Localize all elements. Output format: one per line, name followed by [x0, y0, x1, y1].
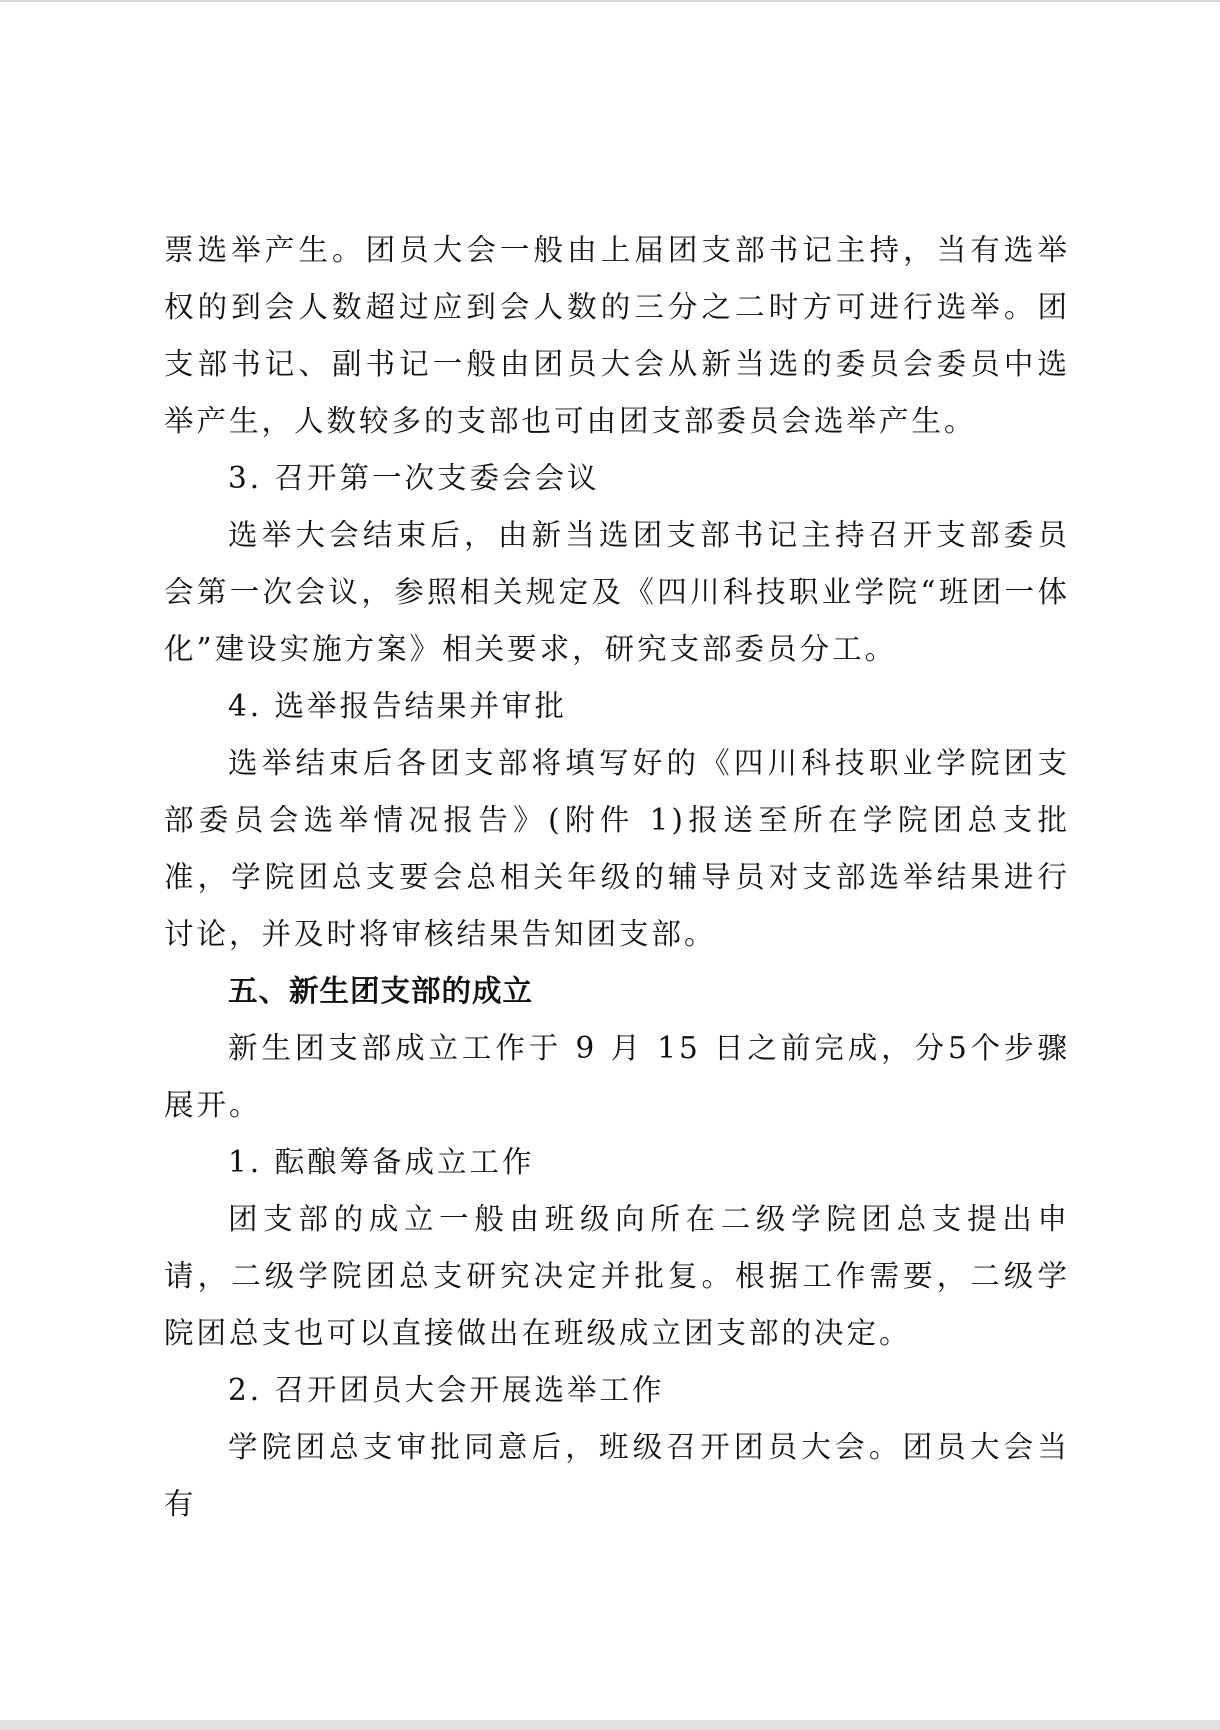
- paragraph-election-continuation: 票选举产生。团员大会一般由上届团支部书记主持，当有选举权的到会人数超过应到会人数的三分之二时方可进行选举。团支部书记、副书记一般由团员大会从新当选的委员会委员中选举产生，人数较多的支部也可由团支部委员会选举产生。: [164, 233, 1070, 438]
- bottom-page-edge: [0, 1720, 1220, 1730]
- top-page-edge: [0, 0, 1220, 2]
- section-heading-new-branch: 五、新生团支部的成立: [228, 974, 534, 1008]
- paragraph-new-branch-intro: 新生团支部成立工作于 9 月 15 日之前完成，分5个步骤展开。: [164, 1031, 1070, 1122]
- step-heading-member-assembly: 2. 召开团员大会开展选举工作: [228, 1373, 665, 1407]
- paragraph-preparation: 团支部的成立一般由班级向所在二级学院团总支提出申请，二级学院团总支研究决定并批复。根据工作需要，二级学院团总支也可以直接做出在班级成立团支部的决定。: [164, 1202, 1070, 1350]
- paragraph-first-committee-meeting: 选举大会结束后，由新当选团支部书记主持召开支部委员会第一次会议，参照相关规定及《四川科技职业学院“班团一体化”建设实施方案》相关要求，研究支部委员分工。: [164, 518, 1070, 666]
- document-page: [164, 222, 1070, 1533]
- paragraph-member-assembly: 学院团总支审批同意后，班级召开团员大会。团员大会当有: [164, 1430, 1070, 1521]
- step-heading-election-report: 4. 选举报告结果并审批: [228, 689, 568, 723]
- step-heading-preparation: 1. 酝酿筹备成立工作: [228, 1145, 535, 1179]
- step-heading-first-committee-meeting: 3. 召开第一次支委会会议: [228, 461, 600, 495]
- paragraph-election-report: 选举结束后各团支部将填写好的《四川科技职业学院团支部委员会选举情况报告》(附件 1)报送至所在学院团总支批准，学院团总支要会总相关年级的辅导员对支部选举结果进行讨论，并及时将审核结果告知团支部。: [164, 746, 1070, 951]
